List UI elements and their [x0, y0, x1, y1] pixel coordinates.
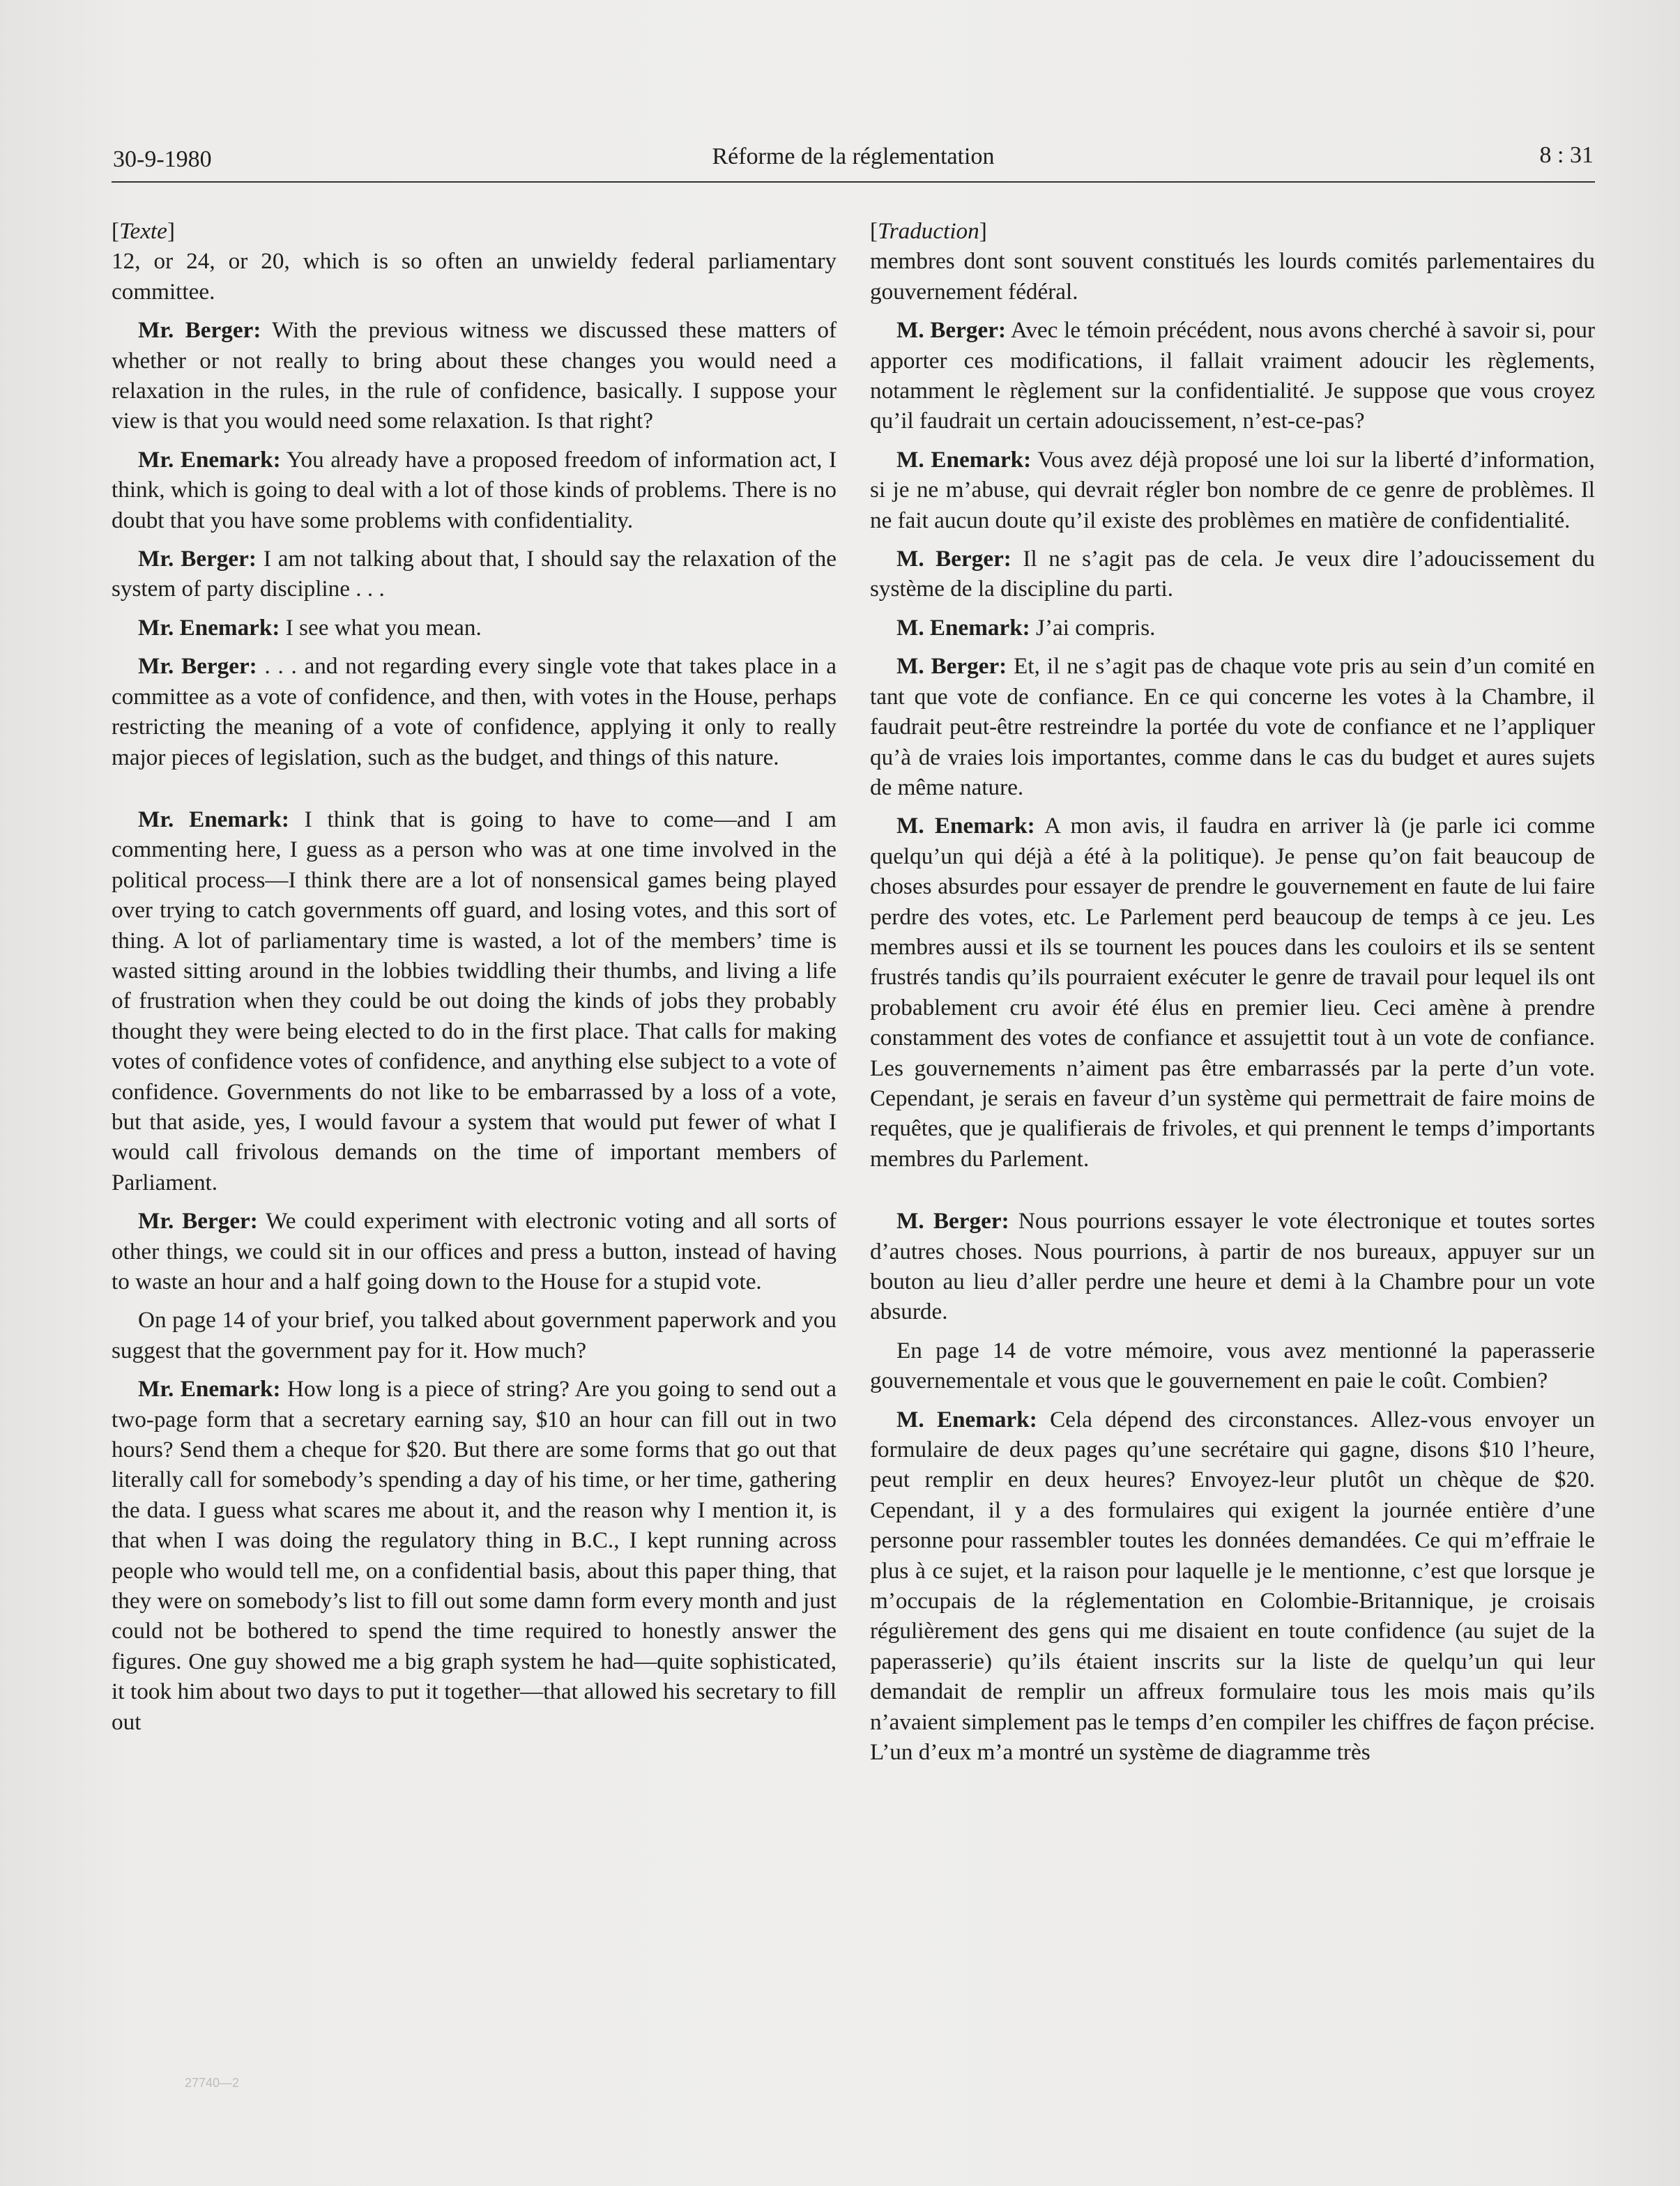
tag-label: Texte: [119, 218, 167, 244]
paragraph: [870, 1206, 1595, 1327]
paragraph: [870, 1405, 1595, 1768]
paragraph-text: Il ne s’agit pas de cela. Je veux dire l’adoucissement du système de la discipline du parti.: [870, 546, 1595, 602]
paragraph: [112, 1206, 837, 1297]
paragraph: [870, 811, 1595, 1174]
speaker-name: M. Berger:: [896, 653, 1007, 680]
paragraph: [112, 651, 837, 772]
paragraph-text: I am not talking about that, I should say the relaxation of the system of party discipline . . .: [112, 546, 837, 602]
speaker-name: Mr. Berger:: [138, 1208, 258, 1235]
english-column: [112, 216, 837, 1745]
speaker-name: M. Enemark:: [896, 813, 1035, 839]
section-tag-texte: [112, 216, 837, 246]
paragraph: membres dont sont souvent constitués les lourds comités parlementaires du gouvernement fédéral.: [870, 248, 1595, 305]
speaker-name: M. Enemark:: [896, 1406, 1037, 1432]
printer-mark: 27740—2: [185, 2076, 240, 2090]
speaker-name: M. Enemark:: [896, 614, 1030, 641]
speaker-name: M. Berger:: [896, 1208, 1009, 1235]
speaker-name: Mr. Enemark:: [138, 446, 281, 473]
header-page-number: 8 : 31: [1539, 142, 1594, 168]
paragraph: [112, 445, 837, 535]
speaker-name: Mr. Berger:: [138, 546, 257, 572]
paragraph: [870, 544, 1595, 604]
speaker-name: M. Berger:: [896, 317, 1007, 344]
tag-bracket-close: ]: [167, 218, 175, 244]
speaker-name: M. Berger:: [896, 546, 1011, 572]
paragraph: [870, 315, 1595, 436]
paragraph-text: Et, il ne s’agit pas de chaque vote pris au sein d’un comité en tant que vote de confiance. En ce qui concerne les votes à la Chambre, il faudrait peut-être restreindre la portée du vote de confiance et ne l’appliquer qu’à de vraies lois importantes, comme dans le cas du budget et aures sujets de même nature.: [870, 653, 1595, 800]
page-header: [112, 139, 1595, 183]
paragraph: 12, or 24, or 20, which is so often an unwieldy federal parliamentary committee.: [112, 248, 837, 305]
paragraph-text: With the previous witness we discussed these matters of whether or not really to bring about these changes you would need a relaxation in the rules, in the rule of confidence, basically. I suppose your view is that you would need some relaxation. Is that right?: [112, 317, 837, 434]
tag-bracket-open: [: [870, 218, 878, 244]
paragraph: [870, 651, 1595, 802]
paragraph-text: A mon avis, il faudra en arriver là (je parle ici comme quelqu’un qui déjà a été à la politique). Je pense qu’on fait beaucoup de choses absurdes pour essayer de prendre le gouvernement en faute de lui faire perdre des votes, etc. Le Parlement perd beaucoup de temps à ce jeu. Les membres aussi et ils se tournent les pouces dans les couloirs et ils se sentent frustrés tandis qu’ils pourraient exécuter le genre de travail pour lequel ils ont probablement cru avoir été élus en premier lieu. Ceci amène à prendre constamment des votes de confiance et assujettit tout à un vote de confiance. Les gouvernements n’aiment pas être embarrassés par la perte d’un vote. Cependant, je serais en faveur d’un système qui permettrait de faire moins de requêtes, que je qualifierais de frivoles, et qui prennent le temps d’importants membres du Parlement.: [870, 813, 1595, 1172]
paragraph: [870, 445, 1595, 535]
tag-bracket-close: ]: [979, 218, 987, 244]
paragraph-text: . . . and not regarding every single vote that takes place in a committee as a vote of confidence, and then, with votes in the House, perhaps restricting the meaning of a vote of confidence, applying it only to really major pieces of legislation, such as the budget, and things of this nature.: [112, 653, 837, 770]
speaker-name: Mr. Enemark:: [138, 806, 289, 832]
speaker-name: Mr. Berger:: [138, 317, 261, 344]
header-date: 30-9-1980: [113, 146, 212, 172]
section-tag-traduction: [870, 216, 1595, 246]
paragraph-text: J’ai compris.: [1030, 614, 1156, 641]
french-column: [870, 216, 1595, 1776]
paragraph-text: We could experiment with electronic voting and all sorts of other things, we could sit in our offices and press a button, instead of having to waste an hour and a half going down to the House for a stupid vote.: [112, 1208, 837, 1294]
paragraph-text: Nous pourrions essayer le vote électronique et toutes sortes d’autres choses. Nous pourrions, à partir de nos bureaux, appuyer sur un bouton au lieu d’aller perdre une heure et demi à la Chambre pour un vote absurde.: [870, 1208, 1595, 1325]
speaker-name: Mr. Enemark:: [138, 1376, 281, 1402]
paragraph-text: You already have a proposed freedom of information act, I think, which is going to deal with a lot of those kinds of problems. There is no doubt that you have some problems with confidentiality.: [112, 446, 837, 533]
paragraph: On page 14 of your brief, you talked about government paperwork and you suggest that the government pay for it. How much?: [112, 1307, 837, 1363]
paragraph: [112, 613, 837, 643]
paragraph-text: Avec le témoin précédent, nous avons cherché à savoir si, pour apporter ces modifications, il fallait vraiment adoucir les règlements, notamment le règlement sur la confidentialité. Je suppose que vous croyez qu’il faudrait un certain adoucissement, n’est-ce-pas?: [870, 317, 1595, 434]
paragraph: [112, 1374, 837, 1737]
paragraph: En page 14 de votre mémoire, vous avez mentionné la paperasserie gouvernementale et vous que le gouvernement en paie le coût. Combien?: [870, 1337, 1595, 1394]
paragraph-text: How long is a piece of string? Are you going to send out a two-page form that a secretary earning say, $10 an hour can fill out in two hours? Send them a cheque for $20. But there are some forms that go out that literally call for somebody’s spending a day of his time, or her time, gathering the data. I guess what scares me about it, and the reason why I mention it, is that when I was doing the regulatory thing in B.C., I kept running across people who would tell me, on a confidential basis, about this paper thing, that they were on somebody’s list to fill out some damn form every month and just could not be bothered to spend the time required to honestly answer the figures. One guy showed me a big graph system he had—quite sophisticated, it took him about two days to put it together—that allowed his secretary to fill out: [112, 1376, 837, 1735]
tag-label: Traduction: [878, 218, 979, 244]
paragraph-text: I think that is going to have to come—and I am commenting here, I guess as a person who was at one time involved in the political process—I think there are a lot of nonsensical games being played over trying to catch governments off guard, and losing votes, and this sort of thing. A lot of parliamentary time is wasted, a lot of the members’ time is wasted sitting around in the lobbies twiddling their thumbs, and living a life of frustration when they could be out doing the kinds of jobs they probably thought they were being elected to do in the first place. That calls for making votes of confidence votes of confidence, and anything else subject to a vote of confidence. Governments do not like to be embarrassed by a loss of a vote, but that aside, yes, I would favour a system that would put fewer of what I would call frivolous demands on the time of important members of Parliament.: [112, 806, 837, 1195]
paragraph-text: I see what you mean.: [280, 614, 482, 641]
header-title: Réforme de la réglementation: [712, 144, 995, 169]
paragraph: [112, 315, 837, 436]
paragraph: [870, 613, 1595, 643]
speaker-name: Mr. Enemark:: [138, 614, 280, 641]
paragraph: [112, 804, 837, 1198]
paragraph-text: Vous avez déjà proposé une loi sur la liberté d’information, si je ne m’abuse, qui devrait régler bon nombre de ce genre de problèmes. Il ne fait aucun doute qu’il existe des problèmes en matière de confidentialité.: [870, 446, 1595, 533]
speaker-name: M. Enemark:: [896, 446, 1032, 473]
paragraph-text: Cela dépend des circonstances. Allez-vous envoyer un formulaire de deux pages qu’une secrétaire qui gagne, disons $10 l’heure, peut remplir en deux heures? Envoyez-leur plutôt un chèque de $20. Cependant, il y a des formulaires qui exigent la journée entière d’une personne pour rassembler toutes les données demandées. Ce qui m’effraie le plus à ce sujet, et la raison pour laquelle je le mentionne, c’est que lorsque je m’occupais de la réglementation en Colombie-Britannique, je croisais régulièrement des gens qui me disaient en toute confidence (au sujet de la paperasserie) qu’ils étaient inscrits sur la liste de quelqu’un qui leur demandait de remplir un affreux formulaire tous les mois mais qu’ils n’avaient simplement pas le temps d’en compiler les chiffres de façon précise. L’un d’eux m’a montré un système de diagramme très: [870, 1406, 1595, 1766]
speaker-name: Mr. Berger:: [138, 653, 257, 680]
paragraph: [112, 544, 837, 604]
tag-bracket-open: [: [112, 218, 120, 244]
